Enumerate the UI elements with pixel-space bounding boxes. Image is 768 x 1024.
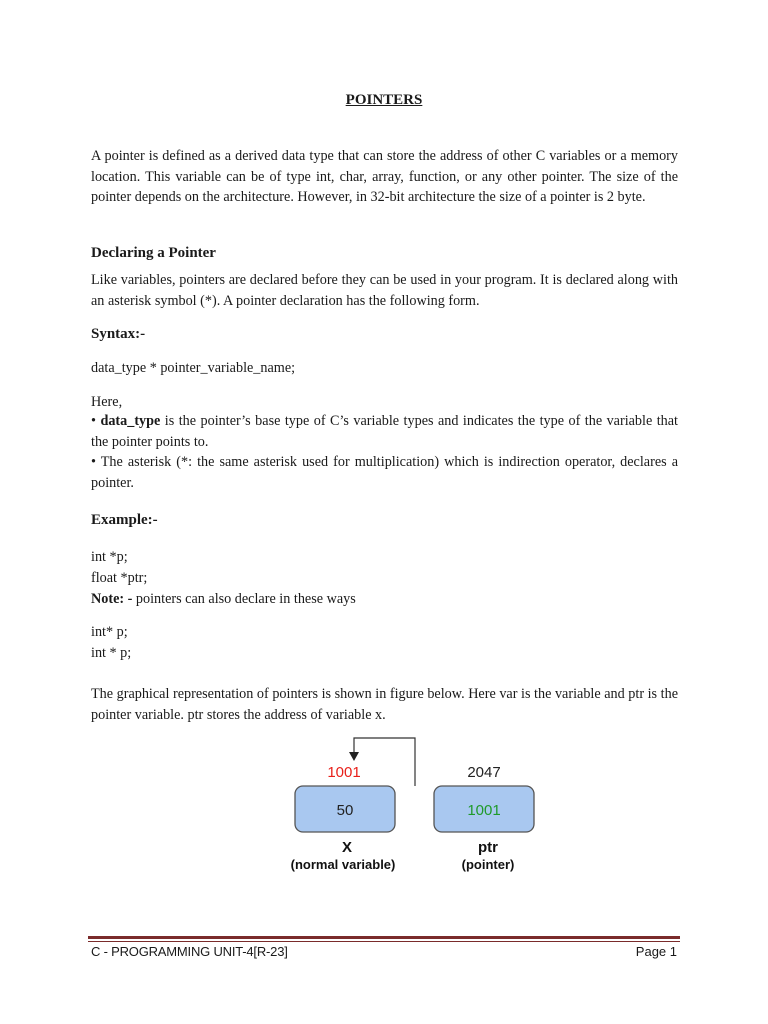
data-type-description: is the pointer’s base type of C’s variable types and indicates the type of the variable that the pointer points to. — [91, 413, 679, 450]
pointer-connector-line — [354, 738, 415, 786]
x-name: X — [341, 839, 353, 856]
bullet-mark: • — [91, 413, 96, 429]
syntax-heading: Syntax:- — [91, 326, 146, 342]
declaring-heading: Declaring a Pointer — [91, 245, 216, 261]
example-heading: Example:- — [91, 512, 158, 528]
footer-page-number: Page 1 — [635, 944, 677, 959]
example-line-2: float *ptr; — [91, 570, 148, 586]
ptr-description: (pointer) — [461, 857, 515, 872]
ptr-value: 1001 — [467, 802, 501, 819]
arrowhead-icon — [349, 752, 359, 761]
data-type-term: data_type — [100, 413, 161, 429]
x-description: (normal variable) — [290, 857, 396, 872]
bullet-asterisk: • The asterisk (*: the same asterisk used for multiplication) which is indirection operator, declares a pointer. — [91, 454, 678, 491]
pointer-diagram — [268, 732, 548, 882]
example-line-1: int *p; — [91, 549, 128, 565]
syntax-code: data_type * pointer_variable_name; — [91, 360, 296, 376]
footer-course: C - PROGRAMMING UNIT-4[R-23] — [91, 944, 288, 959]
example-line-4: int * p; — [91, 645, 132, 661]
intro-paragraph: A pointer is defined as a derived data type that can store the address of other C variables or a memory location. This variable can be of type int, char, array, function, or any other pointer. The size of the pointer depends on the architecture. However, in 32-bit architecture the size of a pointer is 2 byte. — [91, 148, 678, 205]
ptr-address: 2047 — [467, 764, 501, 781]
x-value: 50 — [336, 802, 354, 819]
graphic-paragraph: The graphical representation of pointers is shown in figure below. Here var is the variable and ptr is the pointer variable. ptr stores the address of variable x. — [91, 686, 678, 723]
x-address: 1001 — [327, 764, 361, 781]
note-label: Note: - — [91, 591, 133, 607]
page-title: POINTERS — [345, 92, 423, 108]
bullet-data-type — [91, 411, 678, 452]
footer-divider-thin — [88, 941, 680, 942]
here-label: Here, — [91, 394, 123, 410]
declaring-paragraph: Like variables, pointers are declared before they can be used in your program. It is declared along with an asterisk symbol (*). A pointer declaration has the following form. — [91, 272, 678, 309]
note-line — [91, 589, 356, 610]
example-line-3: int* p; — [91, 624, 128, 640]
footer-divider — [88, 936, 680, 939]
ptr-name: ptr — [478, 839, 498, 856]
note-text: pointers can also declare in these ways — [132, 591, 356, 607]
